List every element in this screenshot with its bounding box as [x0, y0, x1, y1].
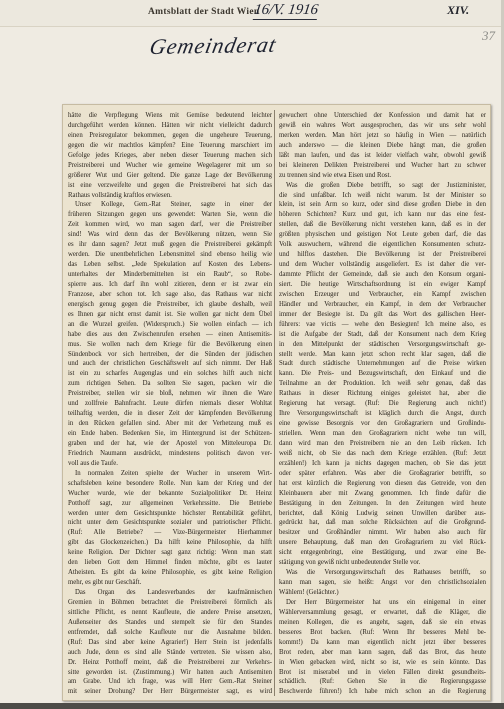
text-line: zu trennen sind wie etwa Eisen und Rost.	[279, 171, 392, 179]
pencil-page-number: 37	[482, 28, 495, 43]
text-line: ist ein zu scharfes Augenglas und ein solches hilft auch nicht	[68, 370, 272, 378]
text-line: Friedrich Naumann ausdrückt, mindestens politisch davon ver-	[68, 449, 272, 457]
text-line: in den Rücken gefallen sind. Aber mit der Verhetzung muß es	[68, 420, 272, 428]
text-line: auch Jude, denn es sind alle Stände vertreten. Sie wissen also,	[68, 648, 272, 656]
text-line: den lieben Gott dem Himmel finden möchte, gibt es lauter	[68, 559, 272, 567]
text-line: teilhaftig werden, die in dieser Zeit der kämpfenden Bevölkerung	[68, 410, 272, 418]
text-line: dammte Pflicht der Gemeinde, daß sie auch den Konsum organi-	[279, 271, 486, 278]
text-line: gewuchert ohne Unterschied der Konfession und damit hat er	[279, 112, 486, 119]
text-line: kommt!) Da kann man eigentlich nicht jetzt über besseres	[279, 638, 486, 646]
text-line: kann. Die Preis- und Bezugswirtschaft, den Einkauf und die	[279, 370, 486, 378]
text-line: gibt das Glockenzeichen.) Da hilft keine Philosophie, da hilft	[68, 539, 272, 547]
text-line: klein, ist sein Arm so kurz, oder sind diese großen Diebe in den	[279, 201, 486, 209]
text-line: Wählerversammlung gesagt, er erwartet, daß die Kläger, die	[279, 608, 486, 616]
text-line: zum richtigen Sehen. Da sollten Sie sagen, packen wir die	[68, 380, 272, 388]
text-line: Stadt durch städtische Unternehmungen auf die Preise wirken	[279, 360, 486, 368]
text-line: Gefolge jedes Krieges, aber neben dieser Teuerung machen sich	[68, 151, 272, 159]
text-line: und zollfreie Bahnfracht. Leute dürfen niemals dieser Wohltat	[68, 400, 272, 408]
text-line: erzählen!) Ich kann ja nichts dagegen machen, ob Sie das jetzt	[279, 459, 486, 467]
text-line: werden. Die unentbehrlichen Lebensmittel sind ebenso heilig wie	[68, 251, 272, 259]
text-line: Rathaus vollständig kraftlos erwiesen.	[68, 191, 172, 199]
text-line: Sündenbock vor sich hertreiben, der die Sünden der jüdischen	[68, 350, 272, 358]
text-line: Regierung hat versagt. (Ruf: Die Regierung auch nicht!)	[279, 400, 486, 408]
text-line: auch anderswo — die kleinen Diebe hängt man, die großen	[279, 141, 486, 149]
text-line: zwischen Erzeuger und Verbraucher, ein Kampf zwischen	[279, 290, 486, 298]
text-line: stätigung von gewiß nicht unbedeutender Stelle vor.	[279, 559, 421, 567]
text-line: an die Wurzel greifen. (Widerspruch.) Sie wollen einfach — ich	[68, 320, 272, 328]
text-line: Beschwerde führen!) Ich habe mich schon an die Regierung	[279, 688, 486, 696]
text-line: siert. Die heutige Wirtschaftsordnung ist ein ewiger Kampf	[279, 280, 486, 288]
text-line: Bestätigung in den Zeitungen. In den Zeitungen wird heute	[279, 499, 486, 507]
text-line: merken werden. Man hört jetzt so häufig in Wien — natürlich	[279, 131, 486, 139]
text-line: größerer Wut und Gier geltend. Die ganze Lage der Bevölkerung	[68, 171, 272, 179]
handwritten-heading: Gemeinderat	[147, 31, 279, 59]
text-line: Außenseiter des Standes und stempelt sie für den Standes	[68, 618, 272, 626]
text-line: Gremien in Böhmen betrachtet die Preistreiberei förmlich als	[68, 598, 272, 606]
text-line: (Ruf: Das sind aber keine Agrarier!) Herr Stein ist jedenfalls	[68, 638, 272, 646]
text-line: (Ruf: Alle Betriebe? — Vize-Bürgermeister Hierhammer	[68, 529, 272, 537]
text-line: am Grabe. Und ich frage, was will Herr Gem.-Rat Steiner	[68, 678, 272, 686]
text-line: Franzose, aber schon tot. Ich sage also, das Rathaus war nicht	[68, 290, 272, 298]
text-line: Potthoff sagt, zur allgemeinen Verkehrssitte. Die Betriebe	[68, 499, 272, 507]
text-line: Brot ist miserabel und in vielen Fällen direkt gesundheits-	[279, 668, 486, 676]
text-line: Kleinbauern aber mit Zwang genommen. Ich finde dafür die	[279, 489, 486, 497]
text-line: höheren Schichten? Kurz und gut, ich kann nur das eine fest-	[279, 211, 486, 219]
text-line: das Leben selbst. „Jede Spekulation auf Kosten des Lebens-	[68, 261, 272, 269]
text-line: läßt man laufen, und das ist leider vielfach wahr, obwohl gewiß	[279, 151, 486, 159]
text-column-right	[279, 111, 486, 697]
text-line: meinen Kollegen, die es angeht, sagen, daß sie ein etwas	[279, 618, 486, 626]
text-line: Händler und Verbraucher, ein Kampf, in dem der Verbraucher	[279, 300, 486, 308]
text-line: weiß nicht, ob Sie das nach dem Kriege erzählen. (Ruf: Jetzt	[279, 449, 486, 457]
text-line: stellen, daß die Bevölkerung nicht verstehen kann, daß es in der	[279, 221, 486, 229]
text-column-left	[68, 111, 272, 697]
text-line: immer der Besiegte ist. Da gilt das Wort des gallischen Heer-	[279, 310, 486, 318]
newspaper-clipping	[62, 104, 491, 701]
text-line: Was die großen Diebe betrifft, so sagt der Justizminister,	[286, 181, 486, 189]
text-line: Was die Versorgungswirtschaft des Rathauses betrifft, so	[286, 569, 486, 577]
text-line: besseres Brot backen. (Ruf: Wenn Ihr besseres Mehl be-	[279, 628, 486, 636]
text-line: In normalen Zeiten spielte der Wucher in unserem Wirt-	[75, 469, 272, 477]
text-line: in den Mittelpunkt der städtischen Versorgungswirtschaft ge-	[279, 340, 486, 348]
text-line: bei kleineren Delikten Preistreiberei und Wucher hart zu schwer	[279, 161, 486, 169]
text-line: und dem Wucher vollständig ausgeliefert. Es ist daher die ver-	[279, 261, 486, 269]
text-line: sicht entgegenbringt, eine Bestätigung, und zwar eine Be-	[279, 549, 486, 557]
text-line: werden unter dem Gesichtspunkte höchster Rentabilität geführt,	[68, 509, 272, 517]
text-line: graben und der hat, wie der Apostel von Mitteleuropa Dr.	[68, 439, 272, 447]
handwritten-date: 16/V. 1916	[253, 2, 320, 18]
text-line: unterhaltes der Minderbemittelten ist ein Raub“, so Robe-	[68, 271, 272, 278]
text-line: Teilnahme an der Produktion. Ich weiß sehr genau, daß das	[279, 380, 486, 388]
text-line: in Wien gebacken wird, nicht so ist, wie es sein könnte. Das	[279, 658, 486, 666]
text-line: Unser Kollege, Gem.-Rat Steiner, sagte in einer der	[75, 201, 272, 209]
text-line: schädlich. (Ruf: Gehen Sie in die Regierungsgasse	[279, 678, 486, 686]
text-line: Der Herr Bürgermeister hat uns ein einigemal in einer	[286, 598, 486, 606]
text-line: Atheisten. Es gibt da keine Philosophie, es gibt keine Religion	[68, 569, 272, 577]
text-line: Brot reden, aber man kann sagen, daß das Brot, das heute	[279, 648, 486, 656]
text-line: voll aus die Taufe.	[68, 459, 118, 467]
text-line: spierre aus. Ich darf ihn wohl zitieren, denn er ist zwar ein	[68, 280, 272, 288]
text-line: es Ihnen gar nicht ernst damit ist. Sie wollen gar nicht dem Übel	[68, 310, 272, 318]
publication-title: Amtsblatt der Stadt Wien	[148, 7, 260, 17]
text-line: nicht unter dem Gesichtspunkte sozialer und patriotischer Pflicht.	[68, 519, 272, 527]
text-line: ist die Aufgabe der Stadt, daß der Konsument nach dem Krieg	[279, 330, 486, 338]
text-line: habe dies aus den Zwischenrufen ersehen — einen Antisemitis-	[68, 330, 272, 338]
text-line: schaftsleben keine besondere Rolle. Nun kam der Krieg und der	[68, 479, 272, 487]
text-line: gegen die wir machtlos kämpfen? Eine Teuerung marschiert im	[68, 141, 272, 149]
text-line: berichtet, daß König Ludwig seinen Unwillen darüber aus-	[279, 509, 486, 517]
text-line: und hilflos dastehen. Die Bevölkerung ist der Preistreiberei	[279, 251, 486, 259]
text-line: Wählern! (Gelächter.)	[279, 589, 339, 596]
text-line: früheren Sitzungen gegen uns gewendet: Warten Sie, wenn die	[68, 211, 272, 219]
text-line: die sind unfaßbar. Ich weiß nicht warum. Ist der Minister so	[279, 191, 486, 199]
text-line: gewiß ein wahres Wort ausgesprochen, das wir uns sehr wohl	[279, 121, 486, 129]
text-line: Volk auswuchern, während die eigentlichen Konsumenten schutz-	[279, 241, 486, 249]
text-line: es ihr dann sagen? Jetzt muß gegen die Preistreiberei gekämpft	[68, 241, 272, 249]
text-line: entfremdet, daß solche Kaufleute nur die Ausnahme bilden.	[68, 628, 272, 636]
text-line: Dr. Heinz Potthoff meint, daß die Preistreiberei zur Verkehrs-	[68, 658, 272, 666]
text-line: sittliche Pflicht, es nennt Kaufleute, die andere Preise ansetzen,	[68, 608, 272, 616]
text-line: größten physischen und geistigen Not Leute geben darf, die das	[279, 231, 486, 239]
text-line: eine gewisse Besorgnis vor den Großagrariern und Großindu-	[279, 420, 486, 428]
column-divider	[274, 110, 275, 696]
text-line: unsere Behauptung, daß man den Großagrariern zu viel Rück-	[279, 539, 486, 547]
text-line: besitzer und Großhändler nimmt. Wir haben also auch für	[279, 529, 486, 537]
text-line: oder später erfahren. Was aber die Großagrarier betrifft, so	[279, 469, 486, 477]
text-line: Preistreiberei und Wucher wie gemeine Wegelagerer mit um so	[68, 161, 272, 169]
text-line: führers: vae victis — wehe den Besiegten! Ich meine also, es	[279, 320, 486, 328]
text-line: keine Religion. Der Dichter sagt ganz richtig: Wenn man statt	[68, 549, 272, 557]
text-line: Das Organ des Landesverbandes der kaufmännischen	[75, 589, 272, 596]
text-line: einen Preisregulator bekommen, gegen die ungeheure Teuerung,	[68, 131, 272, 139]
text-line: und auch der christlichen Geschäftswelt auf sich nimmt. Der Haß	[68, 360, 272, 368]
text-line: stellt werde. Man kann jetzt schon recht klar sagen, daß die	[279, 350, 486, 358]
text-line: ein Ende haben. Bedenken Sie, im Hintergrund ist der Schützen-	[68, 430, 272, 437]
text-line: mehr, es gibt nur Geschäft.	[68, 579, 142, 587]
text-line: energisch genug gegen die Preistreiber, ich glaube deshalb, weil	[68, 300, 272, 308]
text-line: Wucher wurde, wie der bekannte Sozialpolitiker Dr. Heinz	[68, 489, 272, 497]
section-number: XIV.	[447, 3, 470, 17]
text-line: mus. Sie wollen nach dem Kriege für die Bevölkerung einen	[68, 340, 272, 348]
text-line: Ihre Versorgungswirtschaft ist kläglich durch die Angst, durch	[279, 410, 486, 418]
text-line: dann wird man den Preistreibern nie an den Leib rücken. Ich	[279, 439, 486, 447]
text-line: durchgeführt werden können. Hätten wir nicht vielleicht dadurch	[68, 121, 272, 129]
text-line: Zeit kommen wird, wo man sagen darf, wer die Preistreiber	[68, 221, 272, 229]
text-line: sind! Was wird denn das der Bevölkerung nützen, wenn Sie	[68, 231, 272, 239]
text-line: gedrückt hat, daß man solche Rücksichten auf die Großgrund-	[279, 519, 486, 527]
text-line: mit seiner Drohung? Der Herr Bürgermeister sagt, es wird	[68, 688, 272, 696]
text-line: ist eine verzweifelte und gegen die Preistreiberei hat sich das	[68, 181, 272, 189]
text-line: striellen. Wenn man den Großagrariern nicht wehe tun will,	[279, 430, 486, 437]
text-line: Preistreiber, stellen wir sie bloß, nehmen wir ihnen die Ware	[68, 390, 272, 398]
text-line: sitte geworden ist. (Zustimmung.) Wir hatten auch Antisemiten	[68, 668, 272, 676]
scan-edge-bottom	[0, 703, 504, 709]
text-line: Rathaus in dieser Richtung einiges geleistet hat, aber die	[279, 390, 486, 398]
text-line: hätte die Verpflegung Wiens mit Gemüse bedeutend leichter	[68, 112, 272, 119]
text-line: kann man sagen, sie heißt: Angst vor den christlichsozialen	[279, 579, 486, 587]
text-line: hat erst kürzlich die Regierung von diesen das Getreide, von den	[279, 479, 486, 487]
